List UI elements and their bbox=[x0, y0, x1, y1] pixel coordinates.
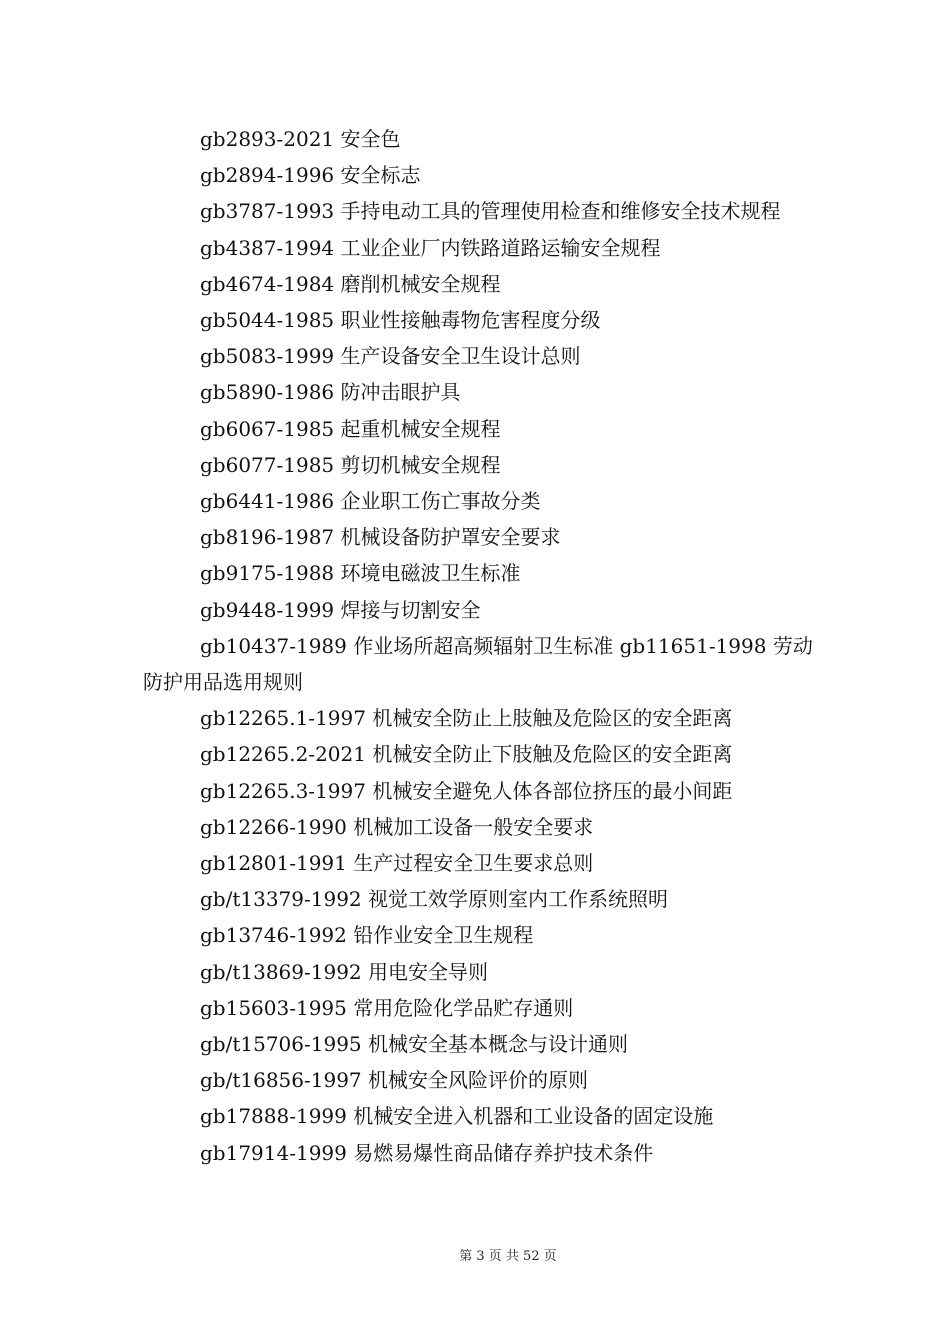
standard-entry: gb12265.2-2021 机械安全防止下肢触及危险区的安全距离 bbox=[200, 742, 733, 767]
standard-entry: gb15603-1995 常用危险化学品贮存通则 bbox=[200, 995, 574, 1020]
standards-list bbox=[143, 121, 815, 1171]
standard-entry: gb5083-1999 生产设备安全卫生设计总则 bbox=[200, 344, 581, 369]
standard-entry: gb12265.3-1997 机械安全避免人体各部位挤压的最小间距 bbox=[200, 778, 733, 803]
standard-entry: gb6077-1985 剪切机械安全规程 bbox=[200, 452, 501, 477]
standard-entry: gb8196-1987 机械设备防护罩安全要求 bbox=[200, 525, 561, 550]
standard-entry: gb13746-1992 铅作业安全卫生规程 bbox=[200, 923, 534, 948]
standard-entry: gb2893-2021 安全色 bbox=[200, 127, 401, 151]
standard-entry: gb10437-1989 作业场所超高频辐射卫生标准 gb11651-1998 劳动防护用品选用规则 bbox=[143, 633, 813, 695]
standard-entry: gb3787-1993 手持电动工具的管理使用检查和维修安全技术规程 bbox=[200, 199, 781, 224]
standard-entry: gb17914-1999 易燃易爆性商品储存养护技术条件 bbox=[200, 1140, 654, 1165]
standard-entry: gb9448-1999 焊接与切割安全 bbox=[200, 597, 481, 622]
standard-entry: gb12266-1990 机械加工设备一般安全要求 bbox=[200, 814, 594, 839]
page-number-footer: 第 3 页 共 52 页 bbox=[459, 1249, 557, 1264]
standard-entry: gb4387-1994 工业企业厂内铁路道路运输安全规程 bbox=[200, 235, 661, 260]
standard-entry: gb/t13869-1992 用电安全导则 bbox=[200, 959, 489, 984]
standard-entry: gb17888-1999 机械安全进入机器和工业设备的固定设施 bbox=[200, 1104, 714, 1129]
standard-entry: gb12265.1-1997 机械安全防止上肢触及危险区的安全距离 bbox=[200, 706, 733, 731]
standard-entry: gb12801-1991 生产过程安全卫生要求总则 bbox=[200, 851, 594, 876]
standard-entry: gb9175-1988 环境电磁波卫生标准 bbox=[200, 561, 521, 586]
standard-entry: gb6067-1985 起重机械安全规程 bbox=[200, 416, 501, 441]
standard-entry: gb5890-1986 防冲击眼护具 bbox=[200, 380, 461, 405]
standard-entry: gb2894-1996 安全标志 bbox=[200, 163, 421, 188]
standard-entry: gb/t16856-1997 机械安全风险评价的原则 bbox=[200, 1068, 589, 1093]
standard-entry: gb4674-1984 磨削机械安全规程 bbox=[200, 271, 501, 296]
standard-entry: gb6441-1986 企业职工伤亡事故分类 bbox=[200, 489, 541, 514]
standard-entry: gb/t15706-1995 机械安全基本概念与设计通则 bbox=[200, 1032, 629, 1057]
standard-entry: gb5044-1985 职业性接触毒物危害程度分级 bbox=[200, 308, 601, 333]
standard-entry: gb/t13379-1992 视觉工效学原则室内工作系统照明 bbox=[200, 887, 669, 912]
